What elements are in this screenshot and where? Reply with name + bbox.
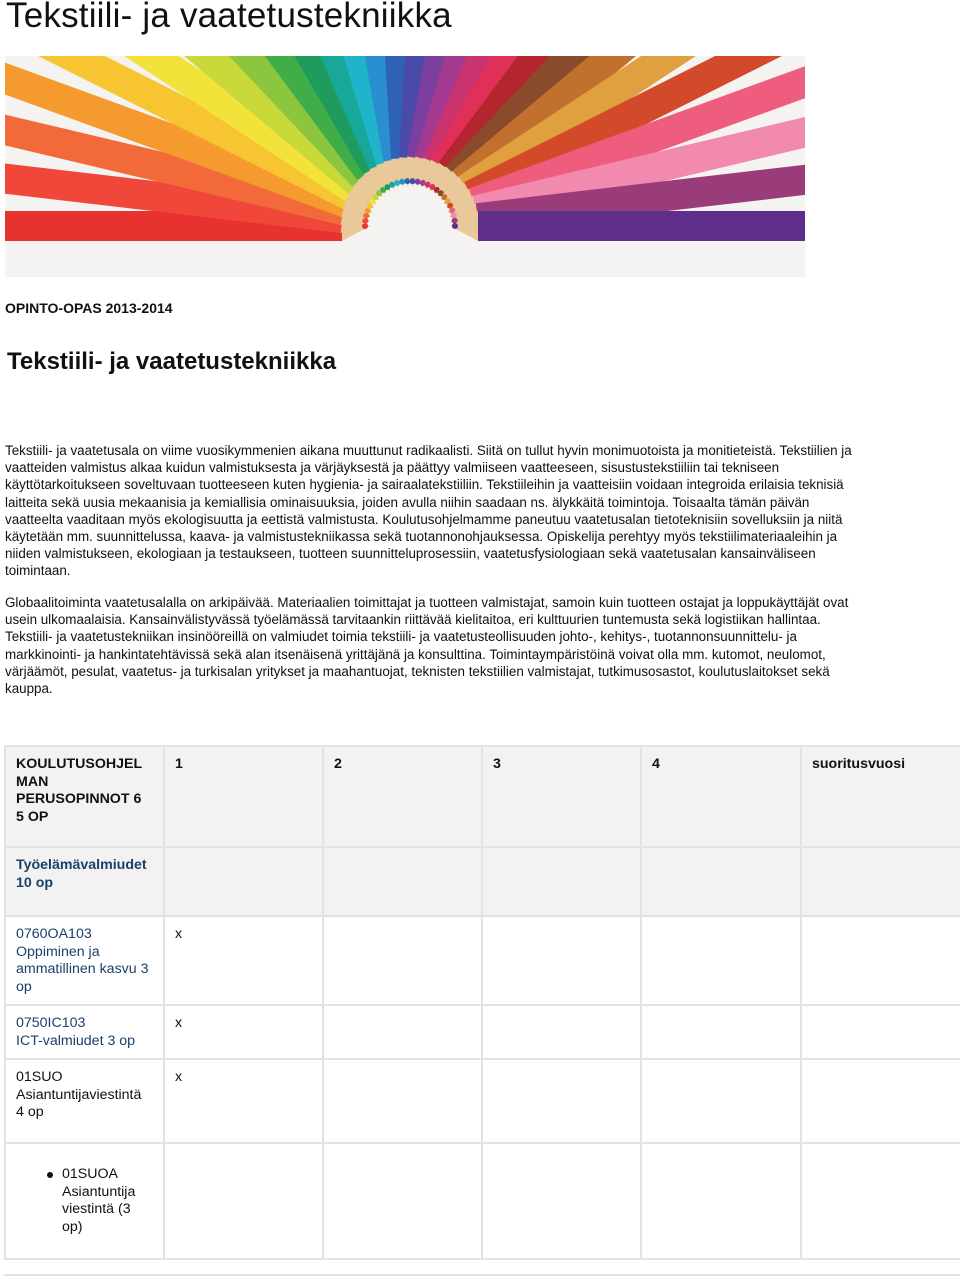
table-cell	[801, 847, 960, 916]
table-row	[5, 1059, 960, 1143]
course-link-0750IC103[interactable]	[5, 1005, 164, 1059]
year-4-mark	[641, 1005, 801, 1059]
cell-line: 5 OP	[16, 808, 49, 825]
pencil-lead-shape	[452, 223, 458, 229]
text-line: laitteita sekä uusia mekaanisia ja kemiallisia ominaisuuksia, joiden avulla niihin saadaan ns. älykkäitä toimintoja. Toisaalta tämän päivän	[5, 494, 810, 510]
cell-line: ammatillinen kasvu 3	[16, 961, 149, 977]
table-row	[5, 1143, 960, 1259]
year-2-mark	[323, 916, 482, 1005]
table-cell	[482, 1143, 641, 1259]
text-line: käyttötarkoitukseen soveltuvaan tuotteeseen kuten hygienia- ja sairaalatekstiiliin. Tekstiileihin ja vaatteisiin voidaan integroida erilaisia teknisiä	[5, 477, 844, 493]
cell-line: Työelämävalmiudet	[16, 857, 147, 873]
table-row	[5, 916, 960, 1005]
table-header-row	[5, 746, 960, 847]
header-cell-year-4: 4	[641, 746, 801, 847]
intro-paragraph-1	[5, 442, 950, 580]
header-cell-completion-year: suoritusvuosi	[801, 746, 960, 847]
cell-line: MAN	[16, 773, 49, 790]
table-cell	[164, 847, 323, 916]
cell-line: op	[16, 978, 32, 995]
text-line: käytetään mm. suunnittelussa, kaava- ja valmistustekniikassa sekä tuotannonohjauksessa. Opiskelija perehtyy myös tekstiilimateriaaleihin ja	[5, 529, 838, 545]
intro-paragraph-2	[5, 594, 950, 697]
table-cell	[323, 1143, 482, 1259]
year-3-mark	[482, 916, 641, 1005]
cell-line: PERUSOPINNOT 6	[16, 791, 142, 807]
module-link[interactable]	[5, 847, 164, 916]
course-cell-01SUO	[5, 1059, 164, 1143]
text-line: markkinointi- ja hankintatehtävissä sekä alan itsenäisenä yrittäjänä ja konsulttina. Toimintaympäristöinä voivat olla mm. kutomot, neulomot,	[5, 646, 826, 662]
cell-line: 0750IC103	[16, 1015, 86, 1031]
pencil-shape	[478, 211, 805, 241]
header-cell-studies	[5, 746, 164, 847]
year-3-mark	[482, 1005, 641, 1059]
header-cell-year-2: 2	[323, 746, 482, 847]
year-4-mark	[641, 916, 801, 1005]
study-guide-label: OPINTO-OPAS 2013-2014	[5, 300, 173, 316]
year-1-mark: x	[164, 1059, 323, 1143]
text-line: värjäämöt, pesulat, vaatetus- ja turkisalan yritykset ja maahantuojat, teknisten tekstiilien valmistajat, tutkimusosastot, koulutuslaitokset sekä	[5, 663, 830, 679]
year-2-mark	[323, 1059, 482, 1143]
list-item	[62, 1166, 153, 1236]
table-cell	[641, 847, 801, 916]
table-cell	[641, 1143, 801, 1259]
table-cell	[801, 1143, 960, 1259]
completion-year-cell	[801, 916, 960, 1005]
curriculum-table	[4, 745, 960, 1260]
text-line: Tekstiili- ja vaatetusala on viime vuosikymmenien aikana muuttunut radikaalisti. Siitä on tullut hyvin monimuotoista ja monitieteistä. Tekstiilien ja	[5, 443, 852, 458]
cell-line: viestintä (3	[62, 1201, 131, 1217]
completion-year-cell	[801, 1059, 960, 1143]
course-link-0760OA103[interactable]	[5, 916, 164, 1005]
text-line: niiden valmistukseen, ekologiaan ja testaukseen, tuotteen suunnitteluprosessiin, vaatetusfysiologiaan sekä vaatetusalan kansainväliseen	[5, 546, 816, 562]
colored-pencils-circle-image	[5, 56, 805, 277]
cell-line: 01SUOA	[62, 1166, 118, 1182]
text-line: vaatteelta vaaditaan myös ekologisuutta ja eettistä valmistusta. Koulutusohjelmamme paneutuu vaatetusalan tietoteknisiin sovelluksiin ja niitä	[5, 511, 843, 527]
cell-line: op)	[62, 1218, 83, 1235]
table-cell	[482, 847, 641, 916]
year-2-mark	[323, 1005, 482, 1059]
text-line: vaatteiden valmistus alkaa kuidun valmistuksesta ja värjäyksestä ja päättyy valmiiseen vaatteeseen, sisustustekstiiliin tai tekniseen	[5, 460, 780, 476]
subcourse-cell	[5, 1143, 164, 1259]
cell-line: 10 op	[16, 874, 54, 891]
cell-line: Asiantuntijaviestintä	[16, 1086, 142, 1103]
cell-line: ICT-valmiudet 3 op	[16, 1032, 136, 1049]
table-row	[5, 1005, 960, 1059]
text-line: toimintaan.	[5, 563, 71, 579]
header-cell-year-3: 3	[482, 746, 641, 847]
cell-line: 01SUO	[16, 1069, 63, 1085]
text-line: kauppa.	[5, 681, 53, 697]
year-1-mark: x	[164, 916, 323, 1005]
table-cell	[164, 1143, 323, 1259]
subcourse-list	[16, 1166, 153, 1236]
completion-year-cell	[801, 1005, 960, 1059]
section-title: Tekstiili- ja vaatetustekniikka	[7, 348, 337, 375]
year-1-mark: x	[164, 1005, 323, 1059]
text-line: Tekstiili- ja vaatetustekniikan insinööreillä on valmiudet toimia tekstiili- ja vaatetusteollisuuden johto-, kehitys-, tuotannonsuunnittelu- ja	[5, 629, 797, 645]
text-line: usein ulkomaalaisia. Kansainvälistyvässä työelämässä tarvitaankin riittävää kielitaitoa, eri kulttuurien tuntemusta sekä logistiikan hallintaa.	[5, 612, 821, 628]
text-line: Globaalitoiminta vaatetusalalla on arkipäivää. Materiaalien toimittajat ja tuotteen valmistajat, samoin kuin tuotteen ostajat ja loppukäyttäjät ovat	[5, 595, 849, 610]
year-3-mark	[482, 1059, 641, 1143]
cell-line: 0760OA103	[16, 926, 92, 942]
cell-line: 4 op	[16, 1104, 44, 1120]
module-row	[5, 847, 960, 916]
page-title: Tekstiili- ja vaatetustekniikka	[6, 0, 452, 35]
year-4-mark	[641, 1059, 801, 1143]
cell-line: KOULUTUSOHJEL	[16, 756, 143, 772]
divider	[4, 1274, 960, 1276]
cell-line: Asiantuntija	[62, 1183, 136, 1200]
cell-line: Oppiminen ja	[16, 943, 100, 960]
header-cell-year-1: 1	[164, 746, 323, 847]
table-cell	[323, 847, 482, 916]
